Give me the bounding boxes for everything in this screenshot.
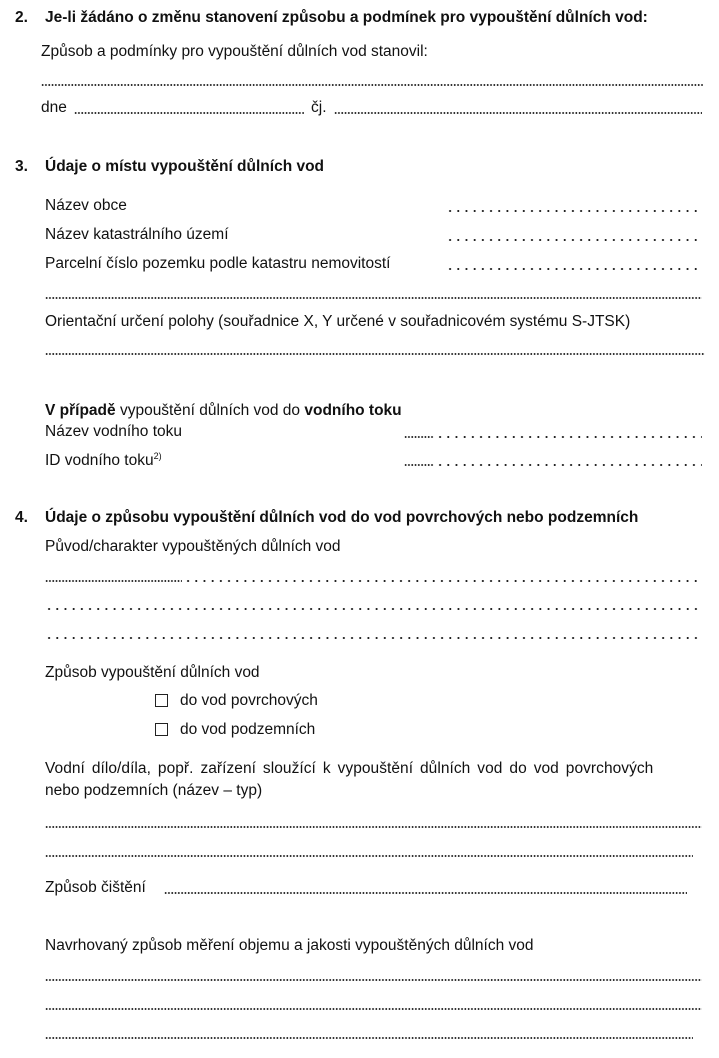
section-3-title: Údaje o místu vypouštění důlních vod — [45, 158, 325, 175]
surface-water-option-label: do vod povrchových — [180, 692, 318, 709]
origin-field-line-2[interactable] — [45, 608, 702, 610]
watercourse-intro-text: vypouštění důlních vod do — [115, 402, 305, 419]
cadastral-area-label: Název katastrálního území — [45, 226, 229, 243]
parcel-number-field-continued[interactable] — [45, 297, 702, 299]
water-works-field-line-2[interactable] — [45, 855, 693, 857]
cleaning-method-field[interactable] — [164, 892, 687, 894]
section-3-number: 3. — [15, 158, 28, 175]
parcel-number-label: Parcelní číslo pozemku podle katastru nemovitostí — [45, 255, 391, 272]
position-label: Orientační určení polohy (souřadnice X, Y určené v souřadnicovém systému S-JTSK) — [45, 313, 631, 330]
measurement-field-line-2[interactable] — [45, 1008, 702, 1010]
date-field[interactable] — [74, 112, 304, 114]
surface-water-checkbox[interactable] — [155, 694, 168, 707]
watercourse-intro-bold-1: V případě — [45, 402, 116, 419]
determined-by-label: Způsob a podmínky pro vypouštění důlních vod stanovil: — [41, 43, 428, 60]
watercourse-name-label: Název vodního toku — [45, 423, 183, 440]
discharge-method-label: Způsob vypouštění důlních vod — [45, 664, 260, 681]
municipality-field[interactable] — [446, 210, 702, 212]
watercourse-id-label — [45, 451, 162, 470]
watercourse-id-field-start[interactable] — [404, 464, 434, 466]
date-label: dne — [41, 99, 67, 116]
watercourse-name-field-start[interactable] — [404, 436, 434, 438]
origin-label: Původ/charakter vypouštěných důlních vod — [45, 538, 341, 555]
cadastral-area-field[interactable] — [446, 239, 702, 241]
water-works-field-line-1[interactable] — [45, 826, 702, 828]
measurement-field-line-3[interactable] — [45, 1037, 693, 1039]
footnote-reference: 2) — [153, 451, 162, 461]
water-works-label-line-2: nebo podzemních (název – typ) — [45, 782, 263, 799]
measurement-method-label: Navrhovaný způsob měření objemu a jakosti vypouštěných důlních vod — [45, 937, 534, 954]
determined-by-field[interactable] — [41, 84, 703, 86]
watercourse-intro — [45, 402, 402, 420]
watercourse-name-field[interactable] — [436, 436, 702, 438]
section-2-number: 2. — [15, 9, 28, 26]
water-works-label-line-1: Vodní dílo/díla, popř. zařízení sloužící k vypouštění důlních vod do vod povrchových — [45, 760, 654, 777]
watercourse-id-field[interactable] — [436, 464, 702, 466]
parcel-number-field[interactable] — [446, 268, 702, 270]
origin-field-line-1-start[interactable] — [45, 580, 182, 582]
origin-field-line-3[interactable] — [45, 637, 702, 639]
section-4-title: Údaje o způsobu vypouštění důlních vod do vod povrchových nebo podzemních — [45, 509, 639, 526]
section-4-number: 4. — [15, 509, 28, 526]
origin-field-line-1[interactable] — [184, 580, 702, 582]
reference-number-label: čj. — [311, 99, 327, 116]
section-2-title: Je-li žádáno o změnu stanovení způsobu a podmínek pro vypouštění důlních vod: — [45, 9, 648, 26]
groundwater-option-label: do vod podzemních — [180, 721, 316, 738]
groundwater-checkbox[interactable] — [155, 723, 168, 736]
watercourse-intro-bold-2: vodního toku — [304, 402, 402, 419]
municipality-label: Název obce — [45, 197, 127, 214]
watercourse-id-text: ID vodního toku — [45, 452, 154, 470]
measurement-field-line-1[interactable] — [45, 979, 702, 981]
reference-number-field[interactable] — [334, 112, 702, 114]
cleaning-method-label: Způsob čištění — [45, 879, 146, 896]
position-field[interactable] — [45, 353, 705, 355]
